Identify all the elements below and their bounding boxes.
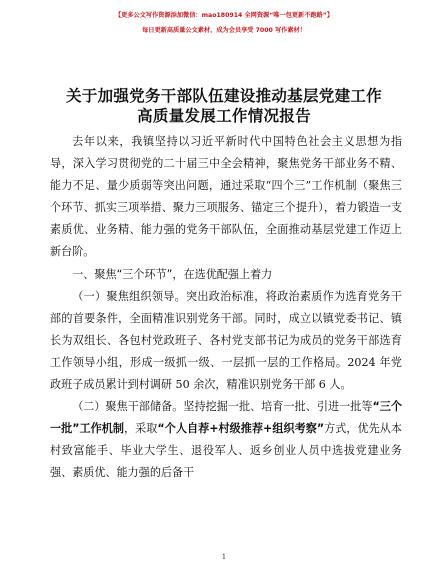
document-title-line-1: 关于加强党务干部队伍建设推动基层党建工作 xyxy=(65,87,382,105)
promo-banner-line-2: 每日更新高质量公文素材，成为会员享受 7000 写作素材！ xyxy=(142,27,306,34)
cadre-reserve-text-c: ，采取 xyxy=(124,422,158,436)
cadre-reserve-text-e: 方式，优先从本村致富能手、毕业大学生、退役军人、返乡创业人员中选拔党建业务强、素质优、能力强的后备干 xyxy=(50,422,402,480)
paragraph-cadre-reserve xyxy=(50,396,402,484)
cadre-reserve-text-a: （二）聚焦干部储备。坚持挖掘一批、培育一批、引进一批等 xyxy=(72,400,373,414)
section-heading-1: 一、聚焦“三个环节”，在选优配强上着力 xyxy=(72,267,273,281)
paragraph-organizational-leadership: （一）聚焦组织领导。突出政治标准，将政治素质作为选育党务干部的首要条件，全面精准识别党务干部。同时，成立以镇党委书记、镇长为双组长、各包村党政班子、各村党支部书记为成员的党务干部选育工作领导小组，形成一级抓一级、一层抓一层的工作格局。2024 年党政班子成员累计到村调研 50 余次，精准识别党务干部 6 人。 xyxy=(50,289,402,392)
recommendation-method: “个人自荐+村级推荐+组织考察” xyxy=(157,422,325,436)
intro-paragraph: 去年以来，我镇坚持以习近平新时代中国特色社会主义思想为指导，深入学习贯彻党的二十届三中全会精神，聚焦党务干部业务不精、能力不足、量少质弱等突出问题，通过采取“四个三”工作机制（聚焦三个环节、抓实三项举措、聚力三项服务、锚定三个提升），着力锻造一支素质优、业务精、能力强的党务干部队伍，全面推动基层党建工作迈上新台阶。 xyxy=(50,135,402,259)
three-batches-mechanism: “三个一批”工作机制 xyxy=(50,400,402,436)
document-body xyxy=(50,131,402,485)
promo-banner-line-1: 【更多公文写作资源添加微信：mao180914 全网资源“唯一包更新不跑路”】 xyxy=(114,12,334,19)
page-number: 1 xyxy=(221,553,227,561)
document-title-line-2: 高质量发展工作情况报告 xyxy=(137,107,311,125)
